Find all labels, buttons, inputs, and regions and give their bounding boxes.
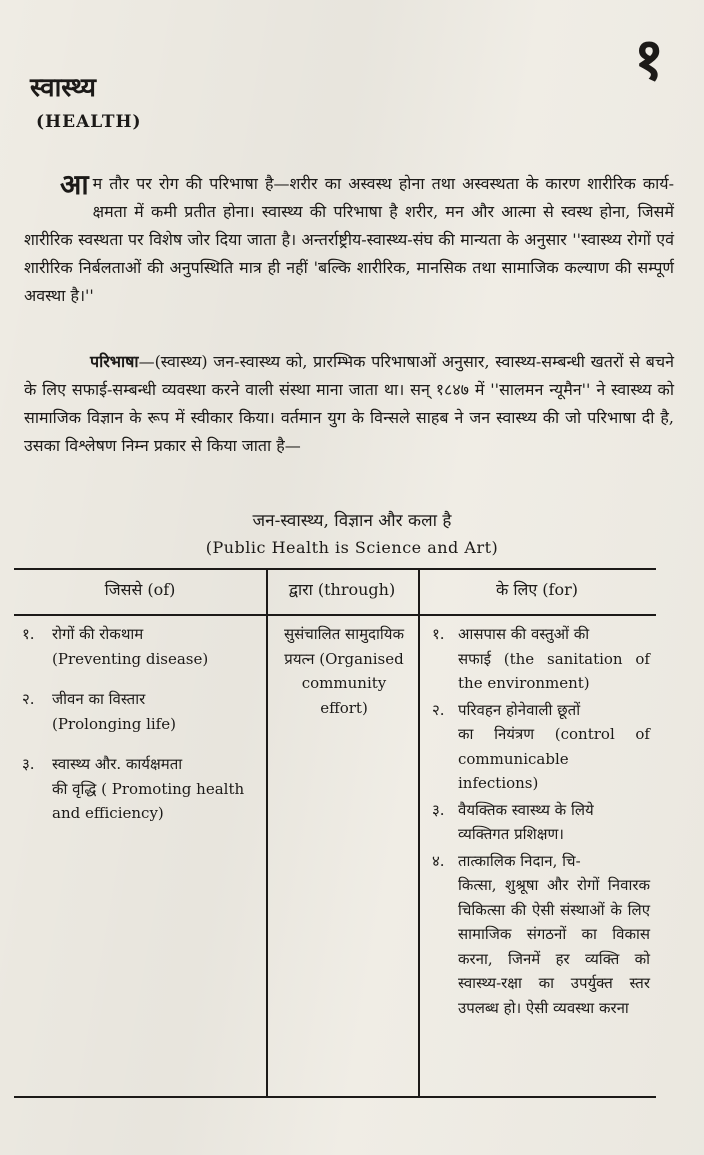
dropcap: आ	[60, 168, 89, 201]
item-text: परिवहन होनेवाली छूतों	[458, 700, 581, 719]
table-top-rule	[14, 568, 656, 570]
definition-paragraph	[24, 348, 674, 460]
item-text: आसपास की वस्तुओं की	[458, 625, 590, 643]
item-number: १.	[22, 625, 35, 643]
item-number: ३.	[432, 800, 445, 819]
item-text: का नियंत्रण (control of communicable infections)	[458, 725, 650, 792]
list-item	[22, 687, 262, 736]
list-item	[432, 849, 650, 1021]
chapter-subtitle: (HEALTH)	[36, 112, 142, 132]
item-text: जीवन का विस्तार	[52, 690, 146, 708]
column-divider	[418, 568, 420, 1098]
list-item	[432, 622, 650, 696]
item-text: तात्कालिक निदान, चि-	[458, 851, 581, 870]
item-text: रोगों की रोकथाम	[52, 625, 144, 643]
item-text: वैयक्तिक स्वास्थ्य के लिये	[458, 800, 594, 819]
chapter-title: स्वास्थ्य	[30, 73, 97, 103]
column-header-through: द्वारा (through)	[288, 580, 396, 599]
column-divider	[266, 568, 268, 1098]
column-through-cell: सुसंचालित सामुदायिक प्रयत्न (Organised community effort)	[283, 625, 404, 717]
table-bottom-rule	[14, 1096, 656, 1098]
definition-paragraph-text: —(स्वास्थ्य) जन-स्वास्थ्य को, प्रारम्भिक परिभाषाओं अनुसार, स्वास्थ्य-सम्बन्धी खतरों से बचने के लिए सफाई-सम्बन्धी व्यवस्था करने वाली संस्था माना जाता था। सन् १८४७ में ''सालमन न्यूमैन'' ने स्वास्थ्य को सामाजिक विज्ञान के रूप में स्वीकार किया। वर्तमान युग के विन्सले साहब ने जन स्वास्थ्य की जो परिभाषा दी है, उसका विश्लेषण निम्न प्रकार से किया जाता है—	[24, 352, 674, 455]
intro-paragraph-text: म तौर पर रोग की परिभाषा है—शरीर का अस्वस्थ होना तथा अस्वस्थता के कारण शारीरिक कार्य-क्षमता में कमी प्रतीत होना। स्वास्थ्य की परिभाषा है शरीर, मन और आत्मा से स्वस्थ होना, जिसमें शारीरिक स्वस्थता पर विशेष जोर दिया जाता है। अन्तर्राष्ट्रीय-स्वास्थ्य-संघ की मान्यता के अनुसार ''स्वास्थ्य रोगों एवं शारीरिक निर्बलताओं की अनुपस्थिति मात्र ही नहीं 'बल्कि शारीरिक, मानसिक तथा सामाजिक कल्याण की सम्पूर्ण अवस्था है।''	[24, 174, 674, 305]
column-for-cell	[432, 622, 650, 1022]
item-number: १.	[432, 625, 445, 643]
item-text: की वृद्धि ( Promoting health and efficiency)	[52, 779, 245, 822]
list-item	[22, 752, 262, 826]
item-text: (Prolonging life)	[52, 714, 176, 733]
public-health-table	[14, 568, 656, 1098]
table-caption-hindi: जन-स्वास्थ्य, विज्ञान और कला है	[252, 511, 452, 531]
column-header-for: के लिए (for)	[496, 580, 578, 599]
item-text: कित्सा, शुश्रूषा और रोगों निवारक चिकित्सा की ऐसी संस्थाओं के लिए सामाजिक संगठनों का विकास करना, जिनमें हर व्यक्ति को स्वास्थ्य-रक्षा का उपर्युक्त स्तर उपलब्ध हो। ऐसी व्यवस्था करना	[458, 876, 650, 1017]
intro-paragraph	[24, 170, 674, 310]
item-text: (Preventing disease)	[52, 649, 209, 668]
page-number: १	[633, 25, 664, 93]
column-header-of: जिससे (of)	[104, 580, 176, 599]
item-number: २.	[432, 700, 445, 719]
item-text: स्वास्थ्य और. कार्यक्षमता	[52, 755, 183, 773]
item-number: २.	[22, 690, 35, 708]
list-item	[432, 698, 650, 796]
item-text: व्यक्तिगत प्रशिक्षण।	[458, 825, 564, 843]
column-of-cell	[22, 622, 262, 842]
item-text: सफाई (the sanitation of the environment)	[458, 649, 650, 692]
table-caption-english: (Public Health is Science and Art)	[205, 538, 499, 557]
item-number: ४.	[432, 851, 445, 870]
definition-lead: परिभाषा	[90, 352, 139, 371]
list-item	[22, 622, 262, 671]
item-number: ३.	[22, 755, 35, 773]
list-item	[432, 798, 650, 847]
table-header-rule	[14, 614, 656, 616]
